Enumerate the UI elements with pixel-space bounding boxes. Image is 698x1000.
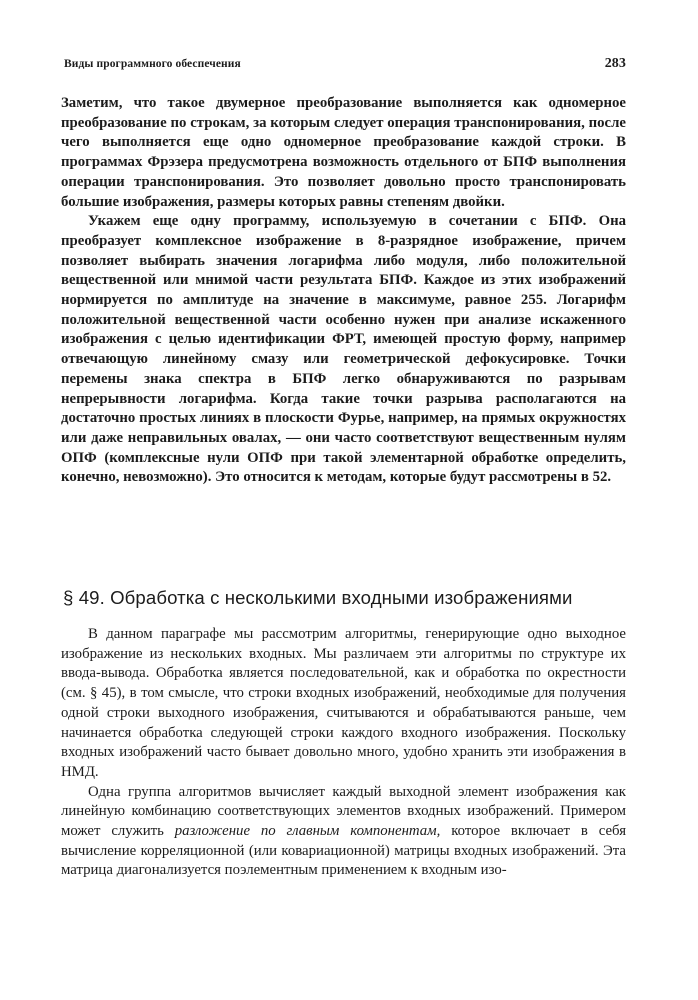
bottom-text-block	[61, 625, 626, 881]
running-head	[64, 56, 626, 72]
paragraph-transpose: Заметим, что такое двумерное преобразование выполняется как одномерное преобразование по строкам, за которым следует операция транспонирования, после чего выполняется еще одно одномерное преобразование каждой строки. В программах Фрэзера предусмотрена возможность отдельного от БПФ выполнения операции транспонирования. Это позволяет довольно просто транспонировать большие изображения, размеры которых равны степеням двойки.	[61, 95, 626, 210]
page-number: 283	[604, 56, 626, 71]
emphasis-principal-components: разложение по главным компонентам,	[174, 823, 441, 840]
paragraph-linear-combination-start: Одна группа алгоритмов вычисляет каждый выходной элемент изображения как линейную комбинацию соответствующих элементов входных изображений. Примером может служить	[61, 783, 626, 840]
paragraph-linear-combination-end: которое включает в себя вычисление корреляционной (или ковариационной) матрицы входных изображений. Эта матрица диагонализуется поэлементным применением к входным изо-	[61, 823, 626, 879]
paragraph-multiple-inputs: В данном параграфе мы рассмотрим алгоритмы, генерирующие одно выходное изображение из нескольких входных. Мы различаем эти алгоритмы по структуре их ввода-вывода. Обработка является последовательной, как и обработка по окрестности (см. § 45), в том смысле, что строки входных изображений, необходимые для получения одной строки выходного изображения, считываются и обрабатываются раньше, чем начинается обработка следующей строки каждого входного изображения. Поскольку входных изображений часто бывает довольно много, удобно хранить эти изображения в НМД.	[61, 626, 626, 780]
paragraph-complex-image: Укажем еще одну программу, используемую в сочетании с БПФ. Она преобразует комплексное изображение в 8-разрядное изображение, причем позволяет выбирать значения логарифма либо модуля, либо положительной вещественной или мнимой части результата БПФ. Каждое из этих изображений нормируется по амплитуде на значение в максимуме, равное 255. Логарифм положительной вещественной части особенно нужен при анализе искаженного изображения с целью идентификации ФРТ, имеющей простую форму, например отвечающую линейному смазу или геометрической дефокусировке. Точки перемены знака спектра в БПФ легко обнаруживаются по разрывам непрерывности логарифма. Когда такие точки разрыва располагаются на достаточно простых линиях в плоскости Фурье, например, на прямых окружностях или даже неправильных овалах, — они часто соответствуют вещественным нулям ОПФ (комплексные нули ОПФ при такой элементарной обработке определить, конечно, невозможно). Это относится к методам, которые будут рассмотрены в 52.	[61, 213, 626, 486]
paragraph-linear-combination	[61, 783, 626, 882]
running-head-title: Виды программного обеспечения	[64, 58, 241, 70]
top-text-block	[61, 94, 626, 488]
section-heading: § 49. Обработка с несколькими входными изображениями	[63, 587, 573, 608]
